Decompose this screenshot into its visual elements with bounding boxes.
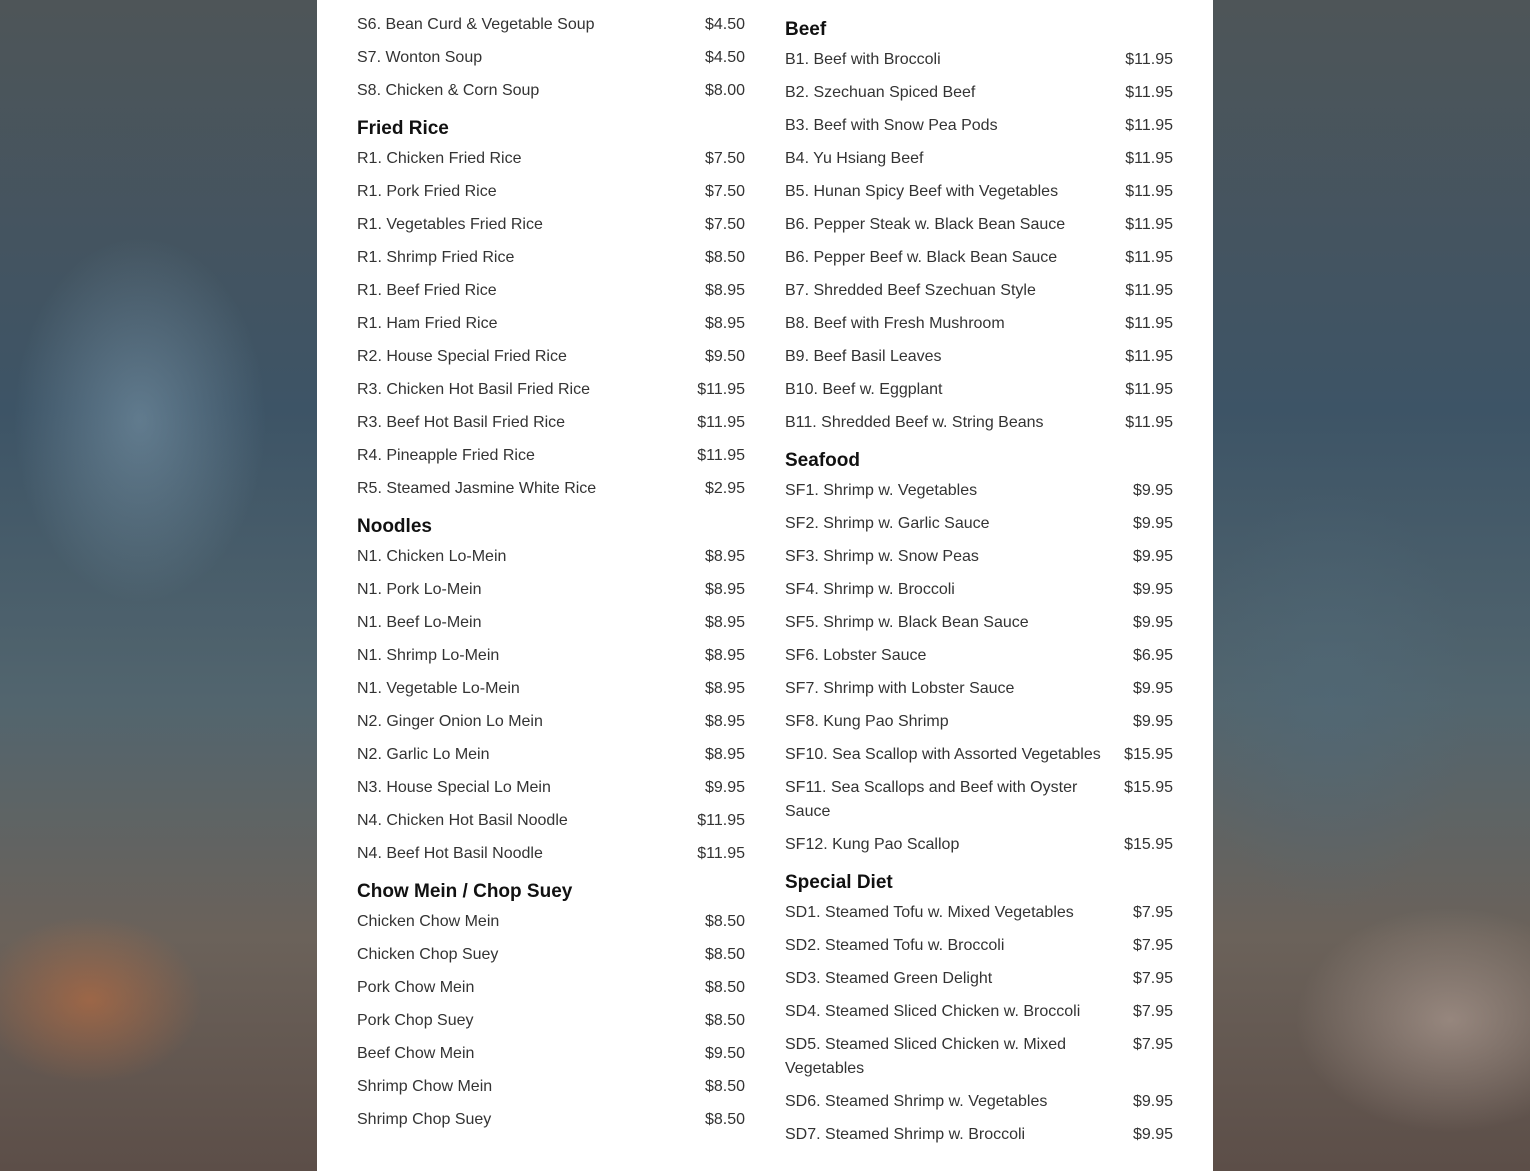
menu-item-name: SD2. Steamed Tofu w. Broccoli <box>785 937 1005 954</box>
menu-item-price <box>705 0 745 4</box>
menu-item-price: $11.95 <box>1125 183 1173 200</box>
menu-item-name: Chicken Chow Mein <box>357 913 500 930</box>
menu-item-price: $11.95 <box>697 414 745 431</box>
section-title: Chow Mein / Chop Suey <box>357 881 573 902</box>
menu-item <box>357 79 745 103</box>
menu-item-name: SD1. Steamed Tofu w. Mixed Vegetables <box>785 904 1074 921</box>
menu-item-name: Pork Chop Suey <box>357 1012 474 1029</box>
menu-item-name: B3. Beef with Snow Pea Pods <box>785 117 998 134</box>
menu-item-name: SF11. Sea Scallops and Beef with Oyster Sauce <box>785 779 1078 820</box>
menu-item <box>357 644 745 668</box>
menu-item-price: $11.95 <box>1125 414 1173 431</box>
menu-item-price: $8.95 <box>704 548 745 565</box>
menu-item <box>785 512 1173 536</box>
menu-left-column <box>357 0 745 1146</box>
menu-item <box>785 81 1173 105</box>
menu-item <box>785 545 1173 569</box>
menu-item-price: $7.95 <box>1132 970 1173 987</box>
menu-item <box>785 644 1173 668</box>
menu-item <box>357 345 745 369</box>
menu-item-price: $11.95 <box>1125 315 1173 332</box>
menu-item-name: SF3. Shrimp w. Snow Peas <box>785 548 979 565</box>
menu-item-name: Beef Chow Mein <box>357 1045 475 1062</box>
menu-item-price: $4.50 <box>704 16 745 33</box>
section-title: Special Diet <box>785 872 893 893</box>
menu-item-price: $9.95 <box>1132 1126 1173 1143</box>
menu-item-price: $7.50 <box>704 150 745 167</box>
menu-item-price: $2.95 <box>704 480 745 497</box>
menu-section <box>357 880 745 1132</box>
menu-item-price: $4.50 <box>704 49 745 66</box>
menu-item <box>785 901 1173 925</box>
menu-item-name: S7. Wonton Soup <box>357 49 483 66</box>
menu-item <box>785 967 1173 991</box>
section-title: Fried Rice <box>357 118 449 139</box>
menu-item <box>785 411 1173 435</box>
menu-item <box>357 743 745 767</box>
menu-item-name: Pork Chow Mein <box>357 979 475 996</box>
menu-item <box>357 46 745 70</box>
menu-item <box>357 1075 745 1099</box>
menu-item-price: $15.95 <box>1124 836 1173 853</box>
menu-item-price: $8.50 <box>704 913 745 930</box>
menu-item <box>785 743 1173 767</box>
menu-item <box>357 842 745 866</box>
menu-item-price <box>1124 0 1173 4</box>
menu-item-price: $8.95 <box>704 282 745 299</box>
menu-item-name: R2. House Special Fried Rice <box>357 348 567 365</box>
menu-item <box>357 246 745 270</box>
menu-item-name: S8. Chicken & Corn Soup <box>357 82 540 99</box>
menu-item-name: R4. Pineapple Fried Rice <box>357 447 535 464</box>
menu-item-price: $7.95 <box>1132 1003 1173 1020</box>
menu-item <box>357 13 745 37</box>
menu-item-name: SF10. Sea Scallop with Assorted Vegetables <box>785 746 1101 763</box>
menu-item <box>785 833 1173 857</box>
menu-item-name: B10. Beef w. Eggplant <box>785 381 943 398</box>
menu-item <box>785 611 1173 635</box>
menu-item <box>785 677 1173 701</box>
menu-item-price: $9.95 <box>1132 515 1173 532</box>
menu-item-name: R3. Beef Hot Basil Fried Rice <box>357 414 566 431</box>
menu-item-name: S6. Bean Curd & Vegetable Soup <box>357 16 595 33</box>
menu-section <box>785 449 1173 857</box>
section-title: Noodles <box>357 516 432 537</box>
menu-item-price: $8.95 <box>704 680 745 697</box>
menu-item-name: SF4. Shrimp w. Broccoli <box>785 581 955 598</box>
menu-item-name: Chicken Chop Suey <box>357 946 499 963</box>
menu-item <box>357 213 745 237</box>
menu-item-name: SF8. Kung Pao Shrimp <box>785 713 949 730</box>
menu-item-name: SD3. Steamed Green Delight <box>785 970 993 987</box>
menu-item <box>785 0 1173 4</box>
menu-item <box>357 0 745 4</box>
menu-item <box>785 479 1173 503</box>
menu-section <box>357 0 745 103</box>
menu-item-name: SF2. Shrimp w. Garlic Sauce <box>785 515 990 532</box>
menu-item-price: $11.95 <box>1125 216 1173 233</box>
menu-item-price: $15.95 <box>1124 779 1173 796</box>
menu-item <box>357 578 745 602</box>
menu-item <box>357 378 745 402</box>
menu-item-price: $11.95 <box>1125 381 1173 398</box>
menu-item-price: $15.95 <box>1124 746 1173 763</box>
menu-item <box>357 1108 745 1132</box>
menu-item-price: $7.95 <box>1132 937 1173 954</box>
menu-item <box>357 444 745 468</box>
menu-item-price: $8.95 <box>704 581 745 598</box>
menu-right-column <box>785 0 1173 1161</box>
menu-item-name: N2. Ginger Onion Lo Mein <box>357 713 543 730</box>
menu-item-price: $9.50 <box>704 348 745 365</box>
menu-item-name: B5. Hunan Spicy Beef with Vegetables <box>785 183 1059 200</box>
menu-item <box>357 1009 745 1033</box>
menu-item-price: $8.00 <box>704 82 745 99</box>
menu-item-name: R3. Chicken Hot Basil Fried Rice <box>357 381 590 398</box>
menu-item-price: $11.95 <box>1125 282 1173 299</box>
menu-item <box>785 934 1173 958</box>
menu-item <box>785 1033 1173 1081</box>
menu-item-name: N3. House Special Lo Mein <box>357 779 551 796</box>
menu-item <box>785 147 1173 171</box>
menu-item-name: R1. Chicken Fried Rice <box>357 150 522 167</box>
menu-item-name: SF5. Shrimp w. Black Bean Sauce <box>785 614 1029 631</box>
menu-item <box>785 312 1173 336</box>
menu-item-name: B1. Beef with Broccoli <box>785 51 941 68</box>
menu-item-name: B11. Shredded Beef w. String Beans <box>785 414 1044 431</box>
menu-item-price: $11.95 <box>697 447 745 464</box>
menu-item-price: $9.95 <box>1132 614 1173 631</box>
menu-item-price: $8.50 <box>704 946 745 963</box>
menu-item-price: $8.95 <box>704 315 745 332</box>
menu-item <box>785 710 1173 734</box>
menu-item-price: $9.50 <box>704 1045 745 1062</box>
menu-item-price: $9.95 <box>704 779 745 796</box>
menu-item <box>785 1090 1173 1114</box>
menu-item-name: N1. Vegetable Lo-Mein <box>357 680 520 697</box>
menu-item-name: R1. Vegetables Fried Rice <box>357 216 543 233</box>
menu-item <box>785 114 1173 138</box>
menu-item-name: B9. Beef Basil Leaves <box>785 348 942 365</box>
menu-item-name: R1. Shrimp Fried Rice <box>357 249 515 266</box>
menu-item <box>357 776 745 800</box>
menu-section <box>357 117 745 501</box>
menu-item <box>785 776 1173 824</box>
menu-item-price: $11.95 <box>1125 51 1173 68</box>
menu-item-name: R5. Steamed Jasmine White Rice <box>357 480 597 497</box>
menu-item-name: B4. Yu Hsiang Beef <box>785 150 924 167</box>
menu-item <box>357 545 745 569</box>
menu-item-price: $8.50 <box>704 979 745 996</box>
menu-item-name: SD4. Steamed Sliced Chicken w. Broccoli <box>785 1003 1081 1020</box>
menu-item <box>785 578 1173 602</box>
menu-item-price: $9.95 <box>1132 713 1173 730</box>
menu-item-price: $8.95 <box>704 614 745 631</box>
menu-item-price: $8.95 <box>704 746 745 763</box>
menu-item <box>785 1000 1173 1024</box>
menu-item-name: SD5. Steamed Sliced Chicken w. Mixed Vegetables <box>785 1036 1067 1077</box>
menu-item-name: SF7. Shrimp with Lobster Sauce <box>785 680 1015 697</box>
menu-item-price: $8.95 <box>704 647 745 664</box>
menu-item-price: $9.95 <box>1132 1093 1173 1110</box>
menu-item <box>357 411 745 435</box>
menu-item-price: $11.95 <box>1125 150 1173 167</box>
menu-item <box>357 611 745 635</box>
menu-item <box>785 1123 1173 1147</box>
menu-item-name: N4. Chicken Hot Basil Noodle <box>357 812 568 829</box>
menu-item <box>785 345 1173 369</box>
menu-item-price: $11.95 <box>1125 348 1173 365</box>
menu-item-price: $7.50 <box>704 216 745 233</box>
menu-item-name: Shrimp Chop Suey <box>357 1111 492 1128</box>
menu-section <box>785 871 1173 1147</box>
menu-item-price: $9.95 <box>1132 680 1173 697</box>
menu-item-name: B8. Beef with Fresh Mushroom <box>785 315 1005 332</box>
menu-item-name: SF6. Lobster Sauce <box>785 647 927 664</box>
menu-item-price: $8.50 <box>704 249 745 266</box>
menu-item-name <box>785 0 942 4</box>
menu-item-price: $8.95 <box>704 713 745 730</box>
menu-item-name: N1. Beef Lo-Mein <box>357 614 482 631</box>
menu-item-name: SD6. Steamed Shrimp w. Vegetables <box>785 1093 1048 1110</box>
menu-section <box>785 18 1173 435</box>
menu-item-price: $7.95 <box>1132 1036 1173 1053</box>
menu-item <box>785 213 1173 237</box>
menu-item-name: B2. Szechuan Spiced Beef <box>785 84 976 101</box>
menu-item-price: $8.50 <box>704 1078 745 1095</box>
menu-item <box>357 677 745 701</box>
menu-item-name: R1. Ham Fried Rice <box>357 315 498 332</box>
menu-item-name: B6. Pepper Steak w. Black Bean Sauce <box>785 216 1066 233</box>
menu-item <box>357 312 745 336</box>
menu-item-name: B6. Pepper Beef w. Black Bean Sauce <box>785 249 1058 266</box>
menu-item-name: R1. Beef Fried Rice <box>357 282 497 299</box>
menu-item-name: R1. Pork Fried Rice <box>357 183 497 200</box>
menu-item <box>357 279 745 303</box>
menu-item <box>785 48 1173 72</box>
menu-item-price: $7.95 <box>1132 904 1173 921</box>
menu-item-name: Shrimp Chow Mein <box>357 1078 493 1095</box>
section-title: Beef <box>785 19 827 40</box>
menu-item-name <box>357 0 526 4</box>
menu-item <box>785 246 1173 270</box>
menu-item-name: N1. Pork Lo-Mein <box>357 581 482 598</box>
menu-item-name: SF12. Kung Pao Scallop <box>785 836 960 853</box>
menu-item <box>357 180 745 204</box>
menu-item-price: $8.50 <box>704 1111 745 1128</box>
menu-item-name: N4. Beef Hot Basil Noodle <box>357 845 543 862</box>
menu-item-name: B7. Shredded Beef Szechuan Style <box>785 282 1036 299</box>
menu-item-name: N1. Chicken Lo-Mein <box>357 548 507 565</box>
menu-item-price: $11.95 <box>697 812 745 829</box>
menu-item <box>357 477 745 501</box>
menu-item-price: $11.95 <box>1125 249 1173 266</box>
menu-item-price: $11.95 <box>697 381 745 398</box>
menu-item-price: $9.95 <box>1132 482 1173 499</box>
menu-item <box>357 1042 745 1066</box>
menu-item <box>357 710 745 734</box>
menu-item-name: SF1. Shrimp w. Vegetables <box>785 482 978 499</box>
menu-item <box>357 147 745 171</box>
menu-item <box>785 180 1173 204</box>
menu-section <box>357 515 745 866</box>
menu-item <box>357 976 745 1000</box>
section-title: Seafood <box>785 450 860 471</box>
menu-item-price: $9.95 <box>1132 581 1173 598</box>
menu-section <box>785 0 1173 4</box>
menu-item-name: N1. Shrimp Lo-Mein <box>357 647 500 664</box>
menu-panel <box>317 0 1213 1171</box>
menu-item-price: $6.95 <box>1132 647 1173 664</box>
menu-item-price: $11.95 <box>1125 117 1173 134</box>
menu-item <box>785 279 1173 303</box>
menu-item <box>357 910 745 934</box>
menu-item-name: SD7. Steamed Shrimp w. Broccoli <box>785 1126 1026 1143</box>
menu-item <box>357 809 745 833</box>
menu-item <box>357 943 745 967</box>
menu-item-price: $9.95 <box>1132 548 1173 565</box>
menu-item-price: $11.95 <box>1125 84 1173 101</box>
menu-item-price: $11.95 <box>697 845 745 862</box>
menu-item-price: $7.50 <box>704 183 745 200</box>
menu-item-price: $8.50 <box>704 1012 745 1029</box>
menu-item <box>785 378 1173 402</box>
menu-item-name: N2. Garlic Lo Mein <box>357 746 490 763</box>
